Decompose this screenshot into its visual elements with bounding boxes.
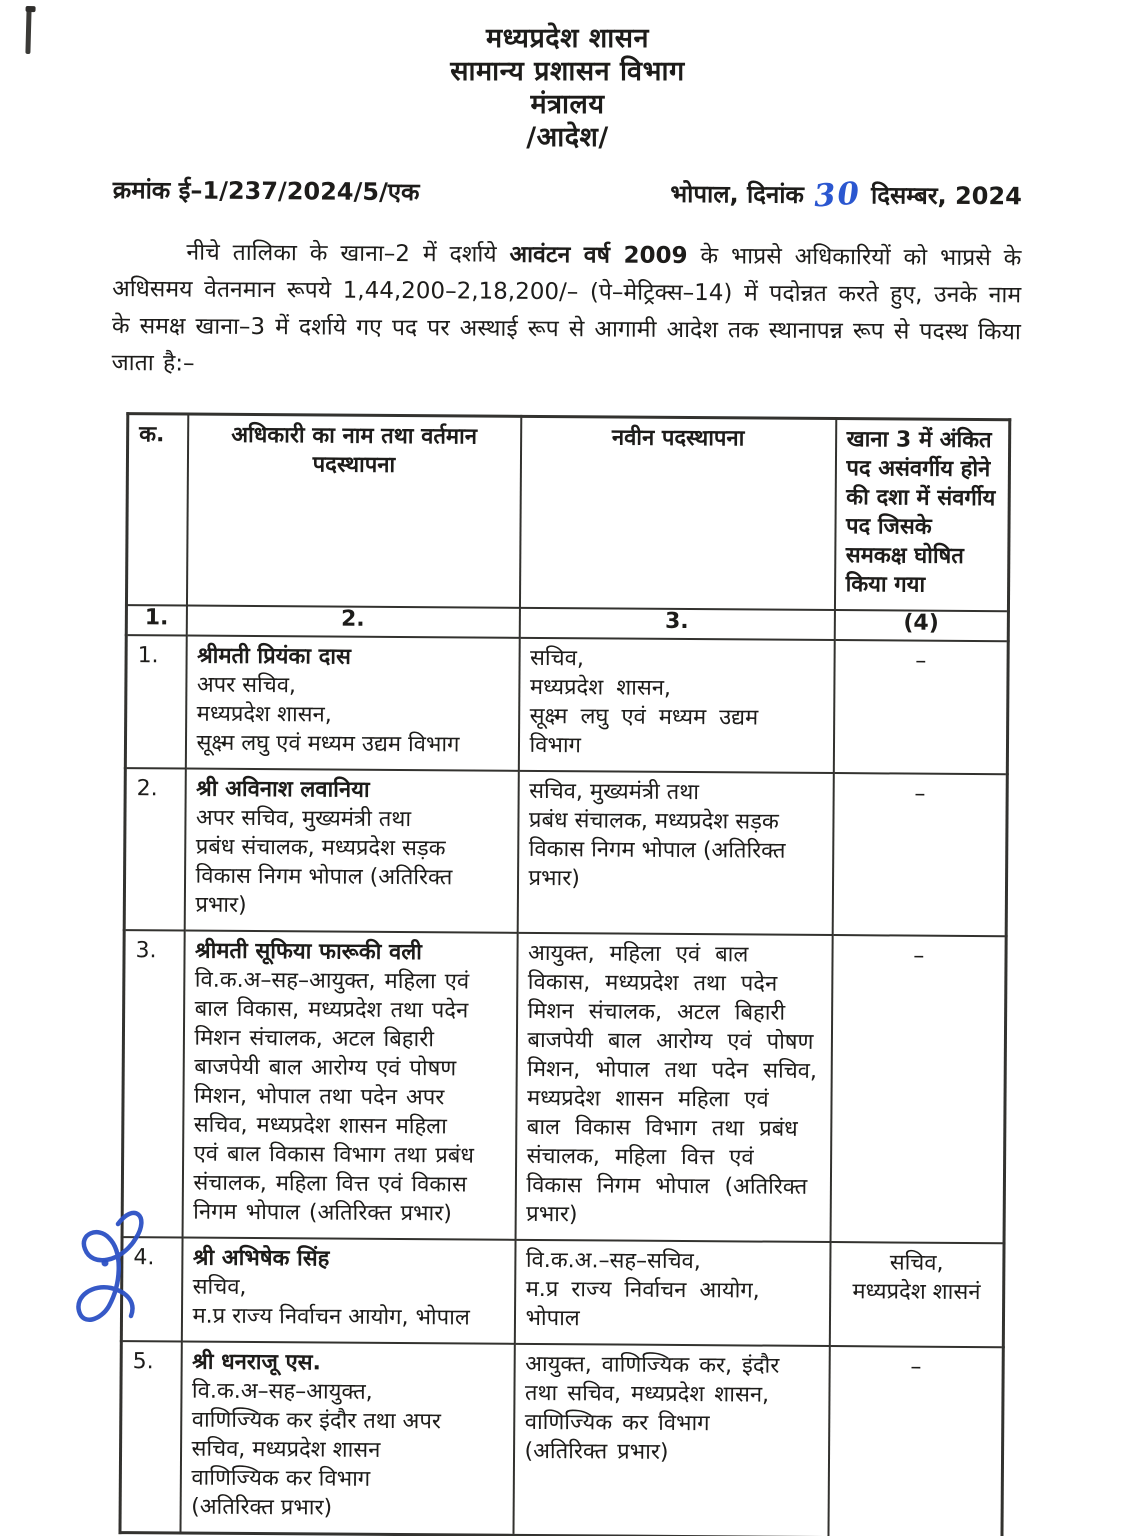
ministry-label: मंत्रालय bbox=[530, 89, 605, 120]
row-serial: 3. bbox=[122, 930, 184, 1237]
officer-current-posting: सचिव, म.प्र राज्य निर्वाचन आयोग, भोपाल bbox=[192, 1274, 470, 1331]
equivalent-post: – bbox=[828, 1346, 1003, 1536]
officer-new-cell bbox=[518, 638, 834, 773]
paragraph-text-post: के भाप्रसे अधिकारियों को भाप्रसे के अधिसमय वेतनमान रूपये 1,44,200–2,18,200/– (पे–मेट्रिक्स–14) में पदोन्नत करते हुए, उनके नाम के समक्ष खाना–3 में दर्शाये गए पद पर अस्थाई रूप से आगामी आदेश तक स्थानापन्न रूप से पदस्थ किया जाता है:– bbox=[111, 243, 1022, 377]
table-row bbox=[120, 1341, 1003, 1536]
officer-name: श्री अभिषेक सिंह bbox=[192, 1245, 330, 1272]
row-serial: 1. bbox=[125, 635, 186, 768]
officer-new-cell bbox=[513, 1344, 829, 1536]
officer-name: श्रीमती सूफिया फारूकी वली bbox=[194, 938, 422, 966]
officer-name: श्री अविनाश लवानिया bbox=[196, 776, 370, 803]
table-header-row bbox=[126, 414, 1009, 612]
officer-current-cell bbox=[181, 1238, 515, 1344]
table-row bbox=[125, 635, 1008, 774]
date-suffix: दिसम्बर, 2024 bbox=[870, 181, 1022, 211]
officer-current-posting: अपर सचिव, मुख्यमंत्री तथा प्रबंध संचालक, मध्यप्रदेश सड़क विकास निगम भोपाल (अतिरिक्त प्रभार) bbox=[195, 805, 453, 918]
officer-current-posting: वि.क.अ–सह–आयुक्त, महिला एवं बाल विकास, मध्यप्रदेश तथा पदेन मिशन संचालक, अटल बिहारी बाजपेयी बाल आरोग्य एवं पोषण मिशन, भोपाल तथा पदेन अपर सचिव, मध्यप्रदेश शासन महिला एवं बाल विकास विभाग तथा प्रबंध संचालक, महिला वित्त एवं विकास निगम भोपाल (अतिरिक्त प्रभार) bbox=[193, 967, 475, 1227]
officer-new-cell bbox=[517, 771, 833, 935]
reference-number: क्रमांक ई–1/237/2024/5/एक bbox=[112, 175, 420, 207]
officer-current-posting: अपर सचिव, मध्यप्रदेश शासन, सूक्ष्म लघु एवं मध्यम उद्यम विभाग bbox=[196, 672, 460, 758]
col-number-2: 2. bbox=[186, 606, 519, 638]
header-serial: क. bbox=[126, 414, 187, 606]
header-equivalent-post: खाना 3 में अंकित पद असंवर्गीय होने की दशा में संवर्गीय पद जिसके समकक्ष घोषित किया गया bbox=[834, 419, 1009, 612]
header-current-posting: अधिकारी का नाम तथा वर्तमान पदस्थापना bbox=[186, 414, 520, 608]
handwritten-day: 30 bbox=[812, 175, 863, 215]
equivalent-post: सचिव, मध्यप्रदेश शासनं bbox=[829, 1242, 1004, 1347]
place-and-date bbox=[670, 174, 1022, 215]
document-body bbox=[103, 170, 1022, 1536]
officer-current-cell bbox=[182, 931, 517, 1240]
row-serial: 2. bbox=[124, 768, 185, 930]
table-row bbox=[121, 1237, 1004, 1347]
equivalent-post: – bbox=[833, 640, 1008, 774]
allotment-year-bold: आवंटन वर्ष 2009 bbox=[509, 241, 688, 270]
officer-new-posting: वि.क.अ.–सह–सचिव, म.प्र राज्य निर्वाचन आयोग, भोपाल bbox=[525, 1247, 760, 1332]
order-label: /आदेश/ bbox=[526, 122, 609, 153]
col-number-4: (4) bbox=[834, 610, 1008, 641]
postings-table bbox=[118, 412, 1011, 1536]
officer-new-posting: आयुक्त, वाणिज्यिक कर, इंदौर तथा सचिव, मध्यप्रदेश शासन, वाणिज्यिक कर विभाग (अतिरिक्त प्रभार) bbox=[524, 1351, 780, 1465]
header-new-posting: नवीन पदस्थापना bbox=[519, 416, 835, 610]
officer-current-posting: वि.क.अ–सह–आयुक्त, वाणिज्यिक कर इंदौर तथा अपर सचिव, मध्यप्रदेश शासन वाणिज्यिक कर विभाग (अतिरिक्त प्रभार) bbox=[191, 1378, 441, 1521]
blue-ink-signature-scribble bbox=[56, 1196, 152, 1346]
equivalent-post: – bbox=[830, 935, 1006, 1243]
officer-name: श्रीमती प्रियंका दास bbox=[197, 643, 352, 670]
officer-current-cell bbox=[184, 769, 518, 933]
officer-new-cell bbox=[514, 1240, 830, 1346]
col-number-1: 1. bbox=[126, 605, 186, 635]
paragraph-text-pre: नीचे तालिका के खाना–2 में दर्शाये bbox=[186, 239, 510, 268]
table-row bbox=[124, 768, 1007, 936]
officer-new-posting: सचिव, मुख्यमंत्री तथा प्रबंध संचालक, मध्यप्रदेश सड़क विकास निगम भोपाल (अतिरिक्त प्रभार) bbox=[528, 778, 786, 892]
officer-current-cell bbox=[185, 636, 519, 771]
col-number-3: 3. bbox=[519, 608, 834, 640]
officer-new-cell bbox=[515, 933, 832, 1242]
officer-new-posting: आयुक्त, महिला एवं बाल विकास, मध्यप्रदेश तथा पदेन मिशन संचालक, अटल बिहारी बाजपेयी बाल आरोग्य एवं पोषण मिशन, भोपाल तथा पदेन सचिव, मध्यप्रदेश शासन महिला एवं बाल विकास विभाग तथा प्रबंध संचालक, महिला वित्त एवं विकास निगम भोपाल (अतिरिक्त प्रभार) bbox=[526, 940, 818, 1228]
officer-current-cell bbox=[180, 1342, 514, 1536]
government-name: मध्यप्रदेश शासन bbox=[485, 23, 649, 54]
reference-row bbox=[112, 170, 1022, 215]
equivalent-post: – bbox=[832, 773, 1007, 936]
order-paragraph bbox=[112, 234, 1022, 388]
officer-new-posting: सचिव, मध्यप्रदेश शासन, सूक्ष्म लघु एवं मध्यम उद्यम विभाग bbox=[529, 645, 759, 759]
officer-name: श्री धनराजू एस. bbox=[192, 1349, 322, 1376]
place-date-prefix: भोपाल, दिनांक bbox=[670, 179, 805, 209]
document-header bbox=[0, 0, 1135, 154]
row-serial: 4. bbox=[121, 1237, 182, 1341]
row-serial: 5. bbox=[120, 1341, 181, 1533]
department-name: सामान्य प्रशासन विभाग bbox=[450, 56, 685, 87]
table-row bbox=[122, 930, 1006, 1243]
